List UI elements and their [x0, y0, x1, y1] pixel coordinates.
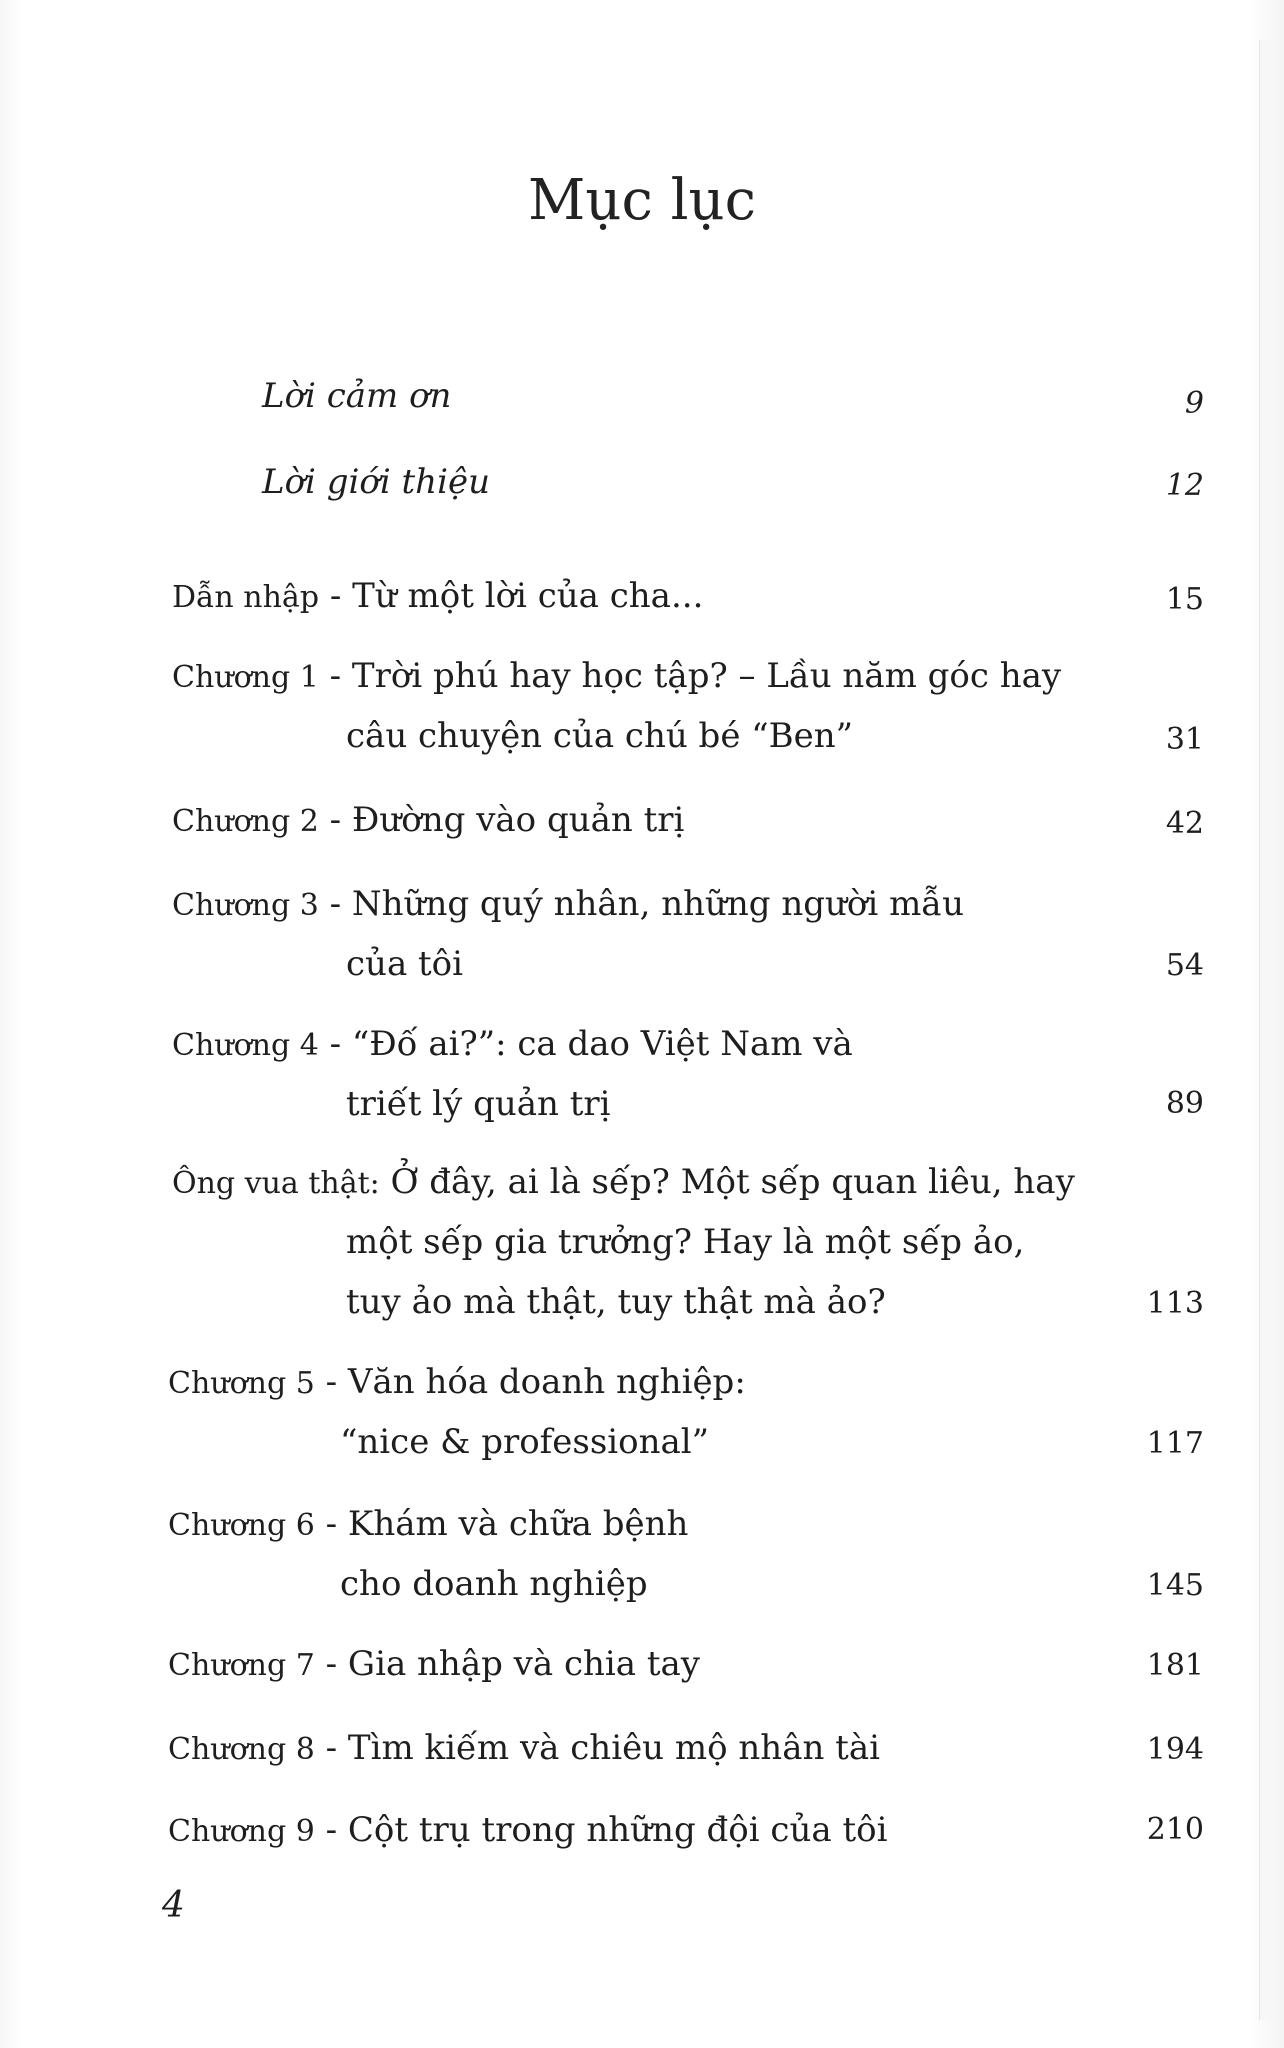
entry-page: 42 — [1165, 806, 1204, 841]
entry-label: Chương 3 — [172, 888, 319, 923]
entry-title-line: Văn hóa doanh nghiệp: — [347, 1362, 746, 1402]
toc-entry: Chương 8 - Tìm kiếm và chiêu mộ nhân tài — [168, 1728, 880, 1768]
entry-label: Chương 8 — [168, 1732, 315, 1767]
entry-title-line: “nice & professional” — [340, 1422, 710, 1462]
entry-title-line: Từ một lời của cha... — [352, 576, 704, 616]
front-matter-page: 12 — [1165, 468, 1204, 503]
toc-entry: Chương 9 - Cột trụ trong những đội của tôi — [168, 1810, 888, 1850]
page-number: 4 — [162, 1885, 185, 1926]
entry-page: 181 — [1146, 1648, 1204, 1683]
entry-page: 145 — [1146, 1568, 1204, 1603]
entry-title-line: Cột trụ trong những đội của tôi — [347, 1810, 888, 1850]
toc-entry: Chương 7 - Gia nhập và chia tay — [168, 1644, 700, 1684]
entry-title-line: Trời phú hay học tập? – Lầu năm góc hay — [351, 656, 1062, 696]
entry-label: Chương 5 — [168, 1366, 315, 1401]
entry-title-line: cho doanh nghiệp — [340, 1564, 648, 1604]
entry-label: Ông vua thật: — [172, 1166, 380, 1201]
entry-page: 54 — [1165, 948, 1204, 983]
toc-entry: Dẫn nhập - Từ một lời của cha... — [172, 576, 704, 616]
toc-title: Mục lục — [528, 168, 756, 233]
entry-page: 117 — [1146, 1426, 1204, 1461]
entry-title-line: một sếp gia trưởng? Hay là một sếp ảo, — [346, 1222, 1025, 1262]
entry-title-line: Những quý nhân, những người mẫu — [351, 884, 965, 924]
entry-label: Dẫn nhập — [172, 580, 320, 615]
toc-entry: Chương 3 - Những quý nhân, những người mẫu — [172, 884, 965, 924]
entry-label: Chương 9 — [168, 1814, 315, 1849]
entry-page: 31 — [1165, 722, 1204, 757]
entry-title-line: Đường vào quản trị — [351, 800, 685, 840]
entry-page: 15 — [1165, 582, 1204, 617]
toc-entry: Chương 4 - “Đố ai?”: ca dao Việt Nam và — [172, 1024, 853, 1064]
entry-title-line: triết lý quản trị — [346, 1084, 611, 1124]
entry-title-line: câu chuyện của chú bé “Ben” — [346, 716, 854, 756]
entry-label: Chương 1 — [172, 660, 319, 695]
front-matter-title: Lời giới thiệu — [262, 462, 490, 502]
entry-page: 89 — [1165, 1086, 1204, 1121]
front-matter-page: 9 — [1184, 386, 1204, 421]
front-matter-title: Lời cảm ơn — [262, 376, 452, 416]
toc-entry: Chương 5 - Văn hóa doanh nghiệp: — [168, 1362, 746, 1402]
entry-title-line: Tìm kiếm và chiêu mộ nhân tài — [347, 1728, 880, 1768]
entry-title-line: Khám và chữa bệnh — [347, 1504, 689, 1544]
entry-title-line: Gia nhập và chia tay — [347, 1644, 700, 1684]
entry-title-line: “Đố ai?”: ca dao Việt Nam và — [351, 1024, 853, 1064]
entry-page: 113 — [1146, 1286, 1204, 1321]
toc-entry: Chương 2 - Đường vào quản trị — [172, 800, 685, 840]
toc-entry: Chương 1 - Trời phú hay học tập? – Lầu năm góc hay — [172, 656, 1062, 696]
toc-entry — [172, 1162, 1075, 1204]
entry-page: 210 — [1146, 1812, 1204, 1847]
entry-title-line: của tôi — [346, 944, 464, 984]
toc-entry: Chương 6 - Khám và chữa bệnh — [168, 1504, 689, 1544]
entry-label: Chương 2 — [172, 804, 319, 839]
entry-title-line: Ở đây, ai là sếp? Một sếp quan liêu, hay — [390, 1162, 1075, 1202]
entry-label: Chương 6 — [168, 1508, 315, 1543]
entry-page: 194 — [1146, 1732, 1204, 1767]
entry-label: Chương 4 — [172, 1028, 319, 1063]
entry-label: Chương 7 — [168, 1648, 315, 1683]
entry-title-line: tuy ảo mà thật, tuy thật mà ảo? — [346, 1282, 886, 1322]
